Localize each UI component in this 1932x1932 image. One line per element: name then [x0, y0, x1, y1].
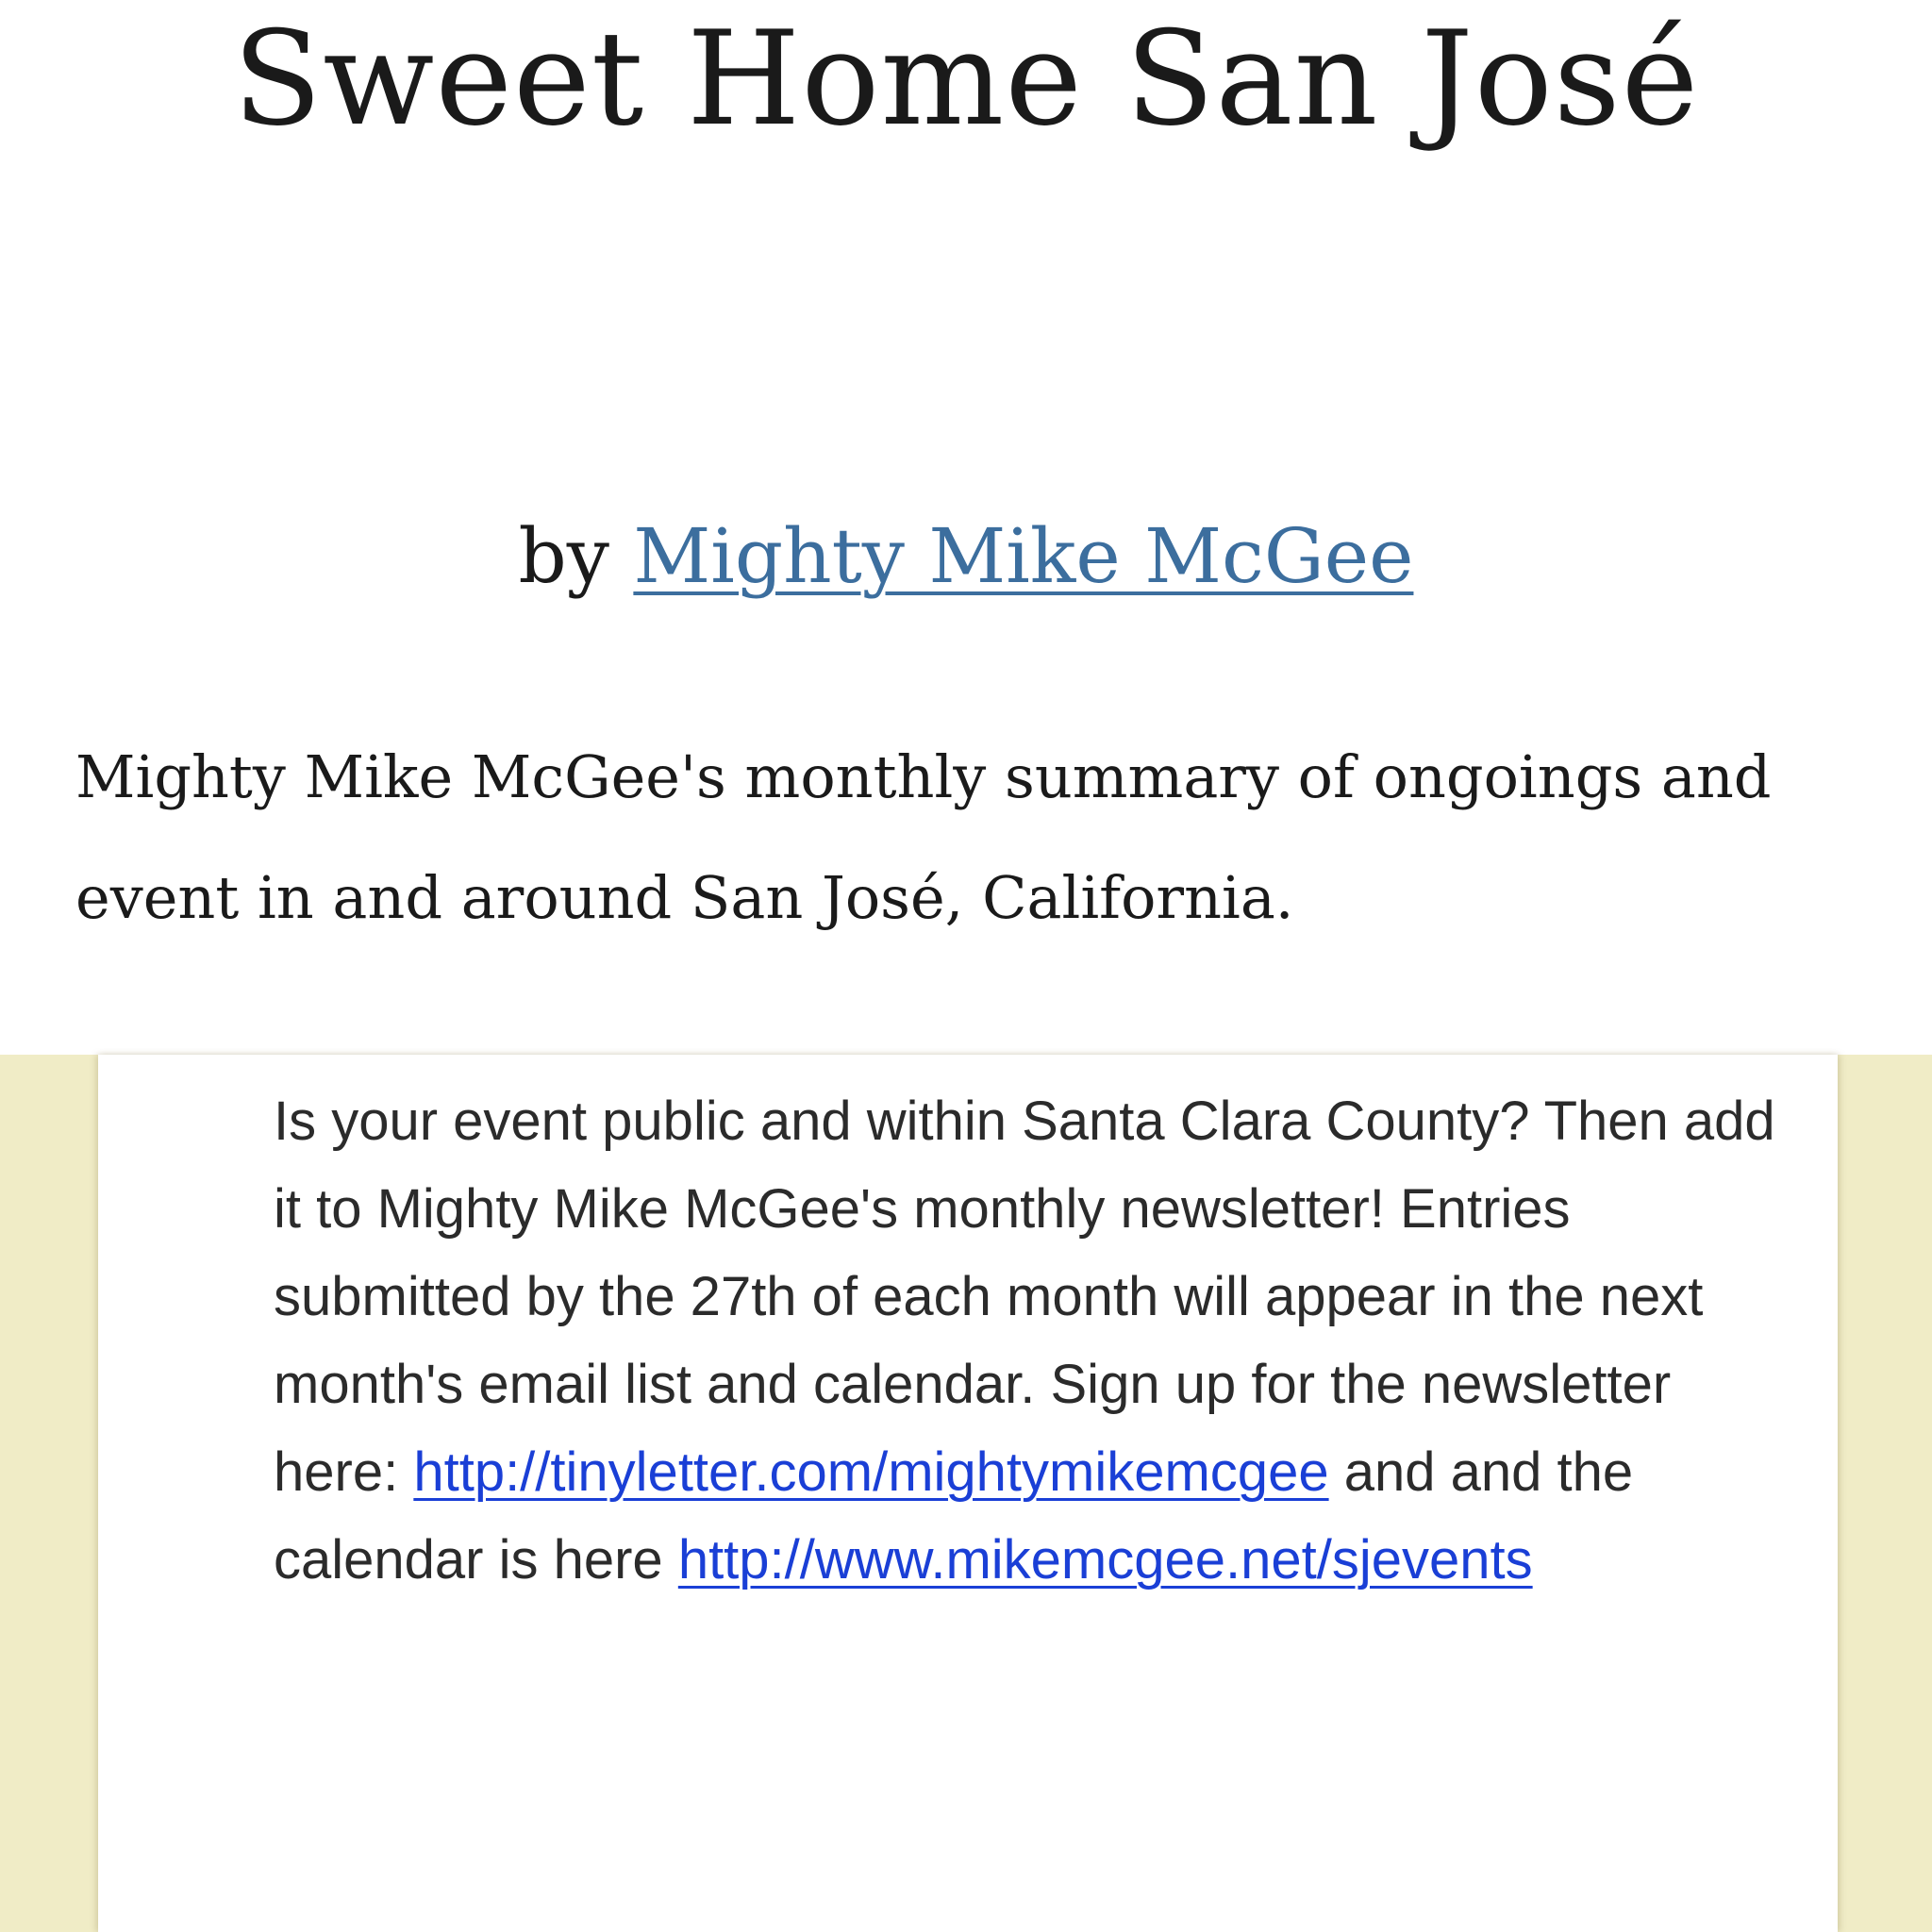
calendar-link[interactable]: http://www.mikemcgee.net/sjevents: [677, 1529, 1533, 1591]
notice-text-and: and: [1343, 1441, 1436, 1503]
author-link[interactable]: Mighty Mike McGee: [633, 512, 1414, 600]
notice-text: [274, 1077, 1783, 1604]
notice-text-intro: Is your event public and within Santa Clara County? Then add it to Mighty Mike McGee's monthly newsletter! Entries submitted by the 27th of each month will appear in the next month's email list and calendar. Sign up for the newsletter here:: [274, 1091, 1775, 1503]
byline-prefix: by: [518, 512, 609, 600]
notice-text-calendar: and the calendar is here: [274, 1441, 1634, 1591]
newsletter-signup-link[interactable]: http://tinyletter.com/mightymikemcgee: [413, 1441, 1329, 1503]
byline: [0, 509, 1932, 604]
page-title: Sweet Home San José: [232, 3, 1700, 155]
newsletter-description: Mighty Mike McGee's monthly summary of ongoings and event in and around San José, California.: [75, 742, 1772, 932]
notice-card: [98, 1055, 1838, 1932]
